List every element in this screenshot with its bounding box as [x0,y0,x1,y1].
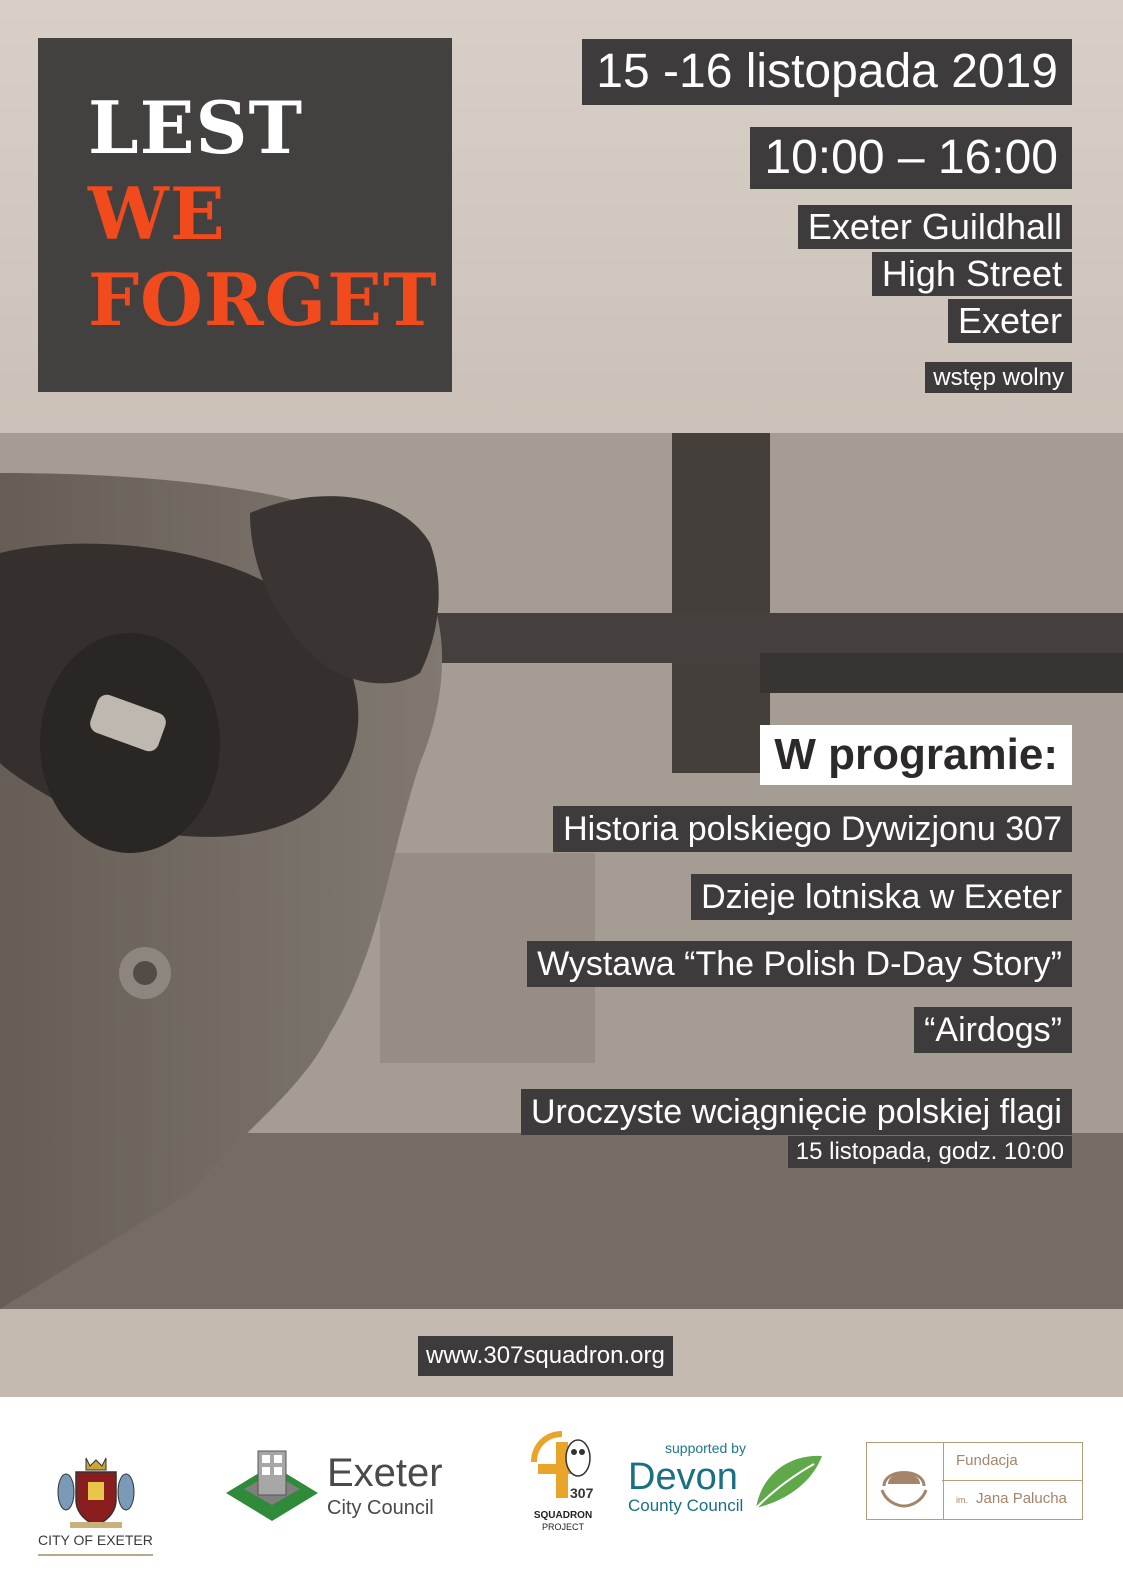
devon-supported-by: supported by [665,1440,746,1456]
program-item: Historia polskiego Dywizjonu 307 [553,806,1072,852]
pilot-photo [0,433,1123,1309]
ecc-subtitle: City Council [327,1497,434,1519]
fundacja-label: Fundacja [956,1452,1018,1469]
leaf-icon [752,1448,824,1520]
fundacja-patron [956,1490,1067,1507]
event-hours: 10:00 – 16:00 [750,127,1072,189]
fundacja-im: im. [956,1495,968,1505]
title-line-we: WE [88,171,226,256]
flag-ceremony-time: 15 listopada, godz. 10:00 [788,1136,1072,1168]
title-line-forget: FORGET [88,257,438,342]
program-item: Dzieje lotniska w Exeter [691,874,1072,920]
307-squadron-logo [528,1428,598,1538]
exeter-city-council-logo [226,1445,456,1535]
owl-badge-icon [528,1428,598,1512]
city-of-exeter-logo [38,1452,153,1562]
venue-line-1: Exeter Guildhall [798,205,1072,249]
squadron-label: SQUADRON [533,1510,593,1521]
fundacja-jana-palucha-logo [866,1442,1084,1522]
admission-note: wstęp wolny [925,362,1072,393]
squadron-number: 307 [570,1485,594,1501]
program-item: “Airdogs” [914,1007,1072,1053]
ecc-building-icon [226,1445,322,1535]
program-item: Wystawa “The Polish D-Day Story” [527,941,1072,987]
devon-name: Devon [628,1456,738,1498]
venue-line-3: Exeter [948,299,1072,343]
city-crest-icon [56,1452,136,1530]
title-line-lest: LEST [88,85,304,170]
title-box [38,38,452,392]
website-link[interactable]: www.307squadron.org [418,1336,673,1376]
devon-subtitle: County Council [628,1496,744,1515]
pilot-photo-illustration [0,433,1123,1309]
devon-county-council-logo [628,1440,828,1530]
program-item: Uroczyste wciągnięcie polskiej flagi [521,1089,1072,1135]
wreath-helmet-icon [874,1450,934,1510]
city-of-exeter-rule [38,1554,153,1556]
venue-line-2: High Street [872,252,1072,296]
fundacja-patron-name: Jana Palucha [976,1490,1067,1507]
event-dates: 15 -16 listopada 2019 [582,39,1072,105]
project-label: PROJECT [541,1522,584,1532]
ecc-name: Exeter [327,1451,443,1495]
city-of-exeter-label: CITY OF EXETER [38,1532,153,1548]
program-heading: W programie: [760,725,1072,785]
